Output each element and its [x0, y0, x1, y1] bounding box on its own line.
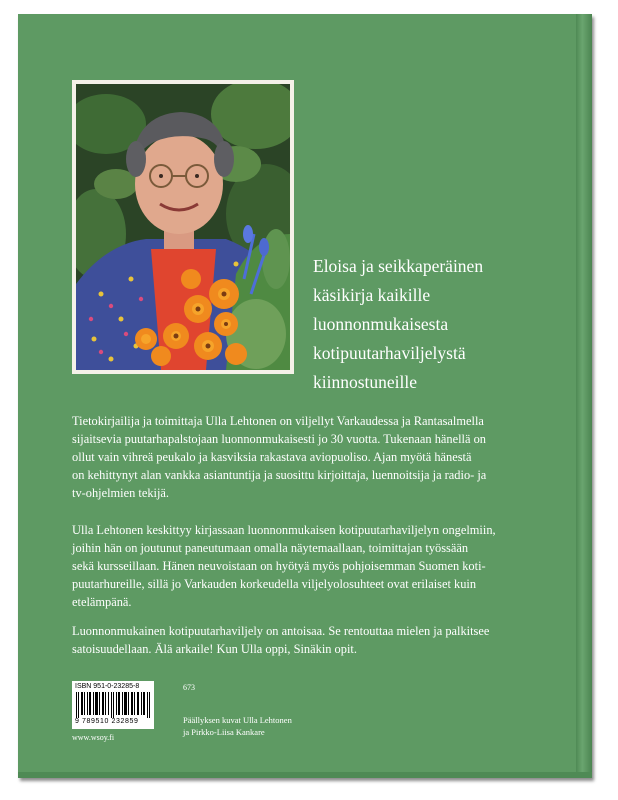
- closing-paragraph: [72, 622, 542, 658]
- credit-line: ja Pirkko-Liisa Kankare: [183, 727, 265, 737]
- paragraph-line: sijaitsevia puutarhapalstojaan luonnonmukaisesti jo 30 vuotta. Tukenaan hänellä on: [72, 432, 486, 446]
- publisher-url: www.wsoy.fi: [72, 733, 115, 742]
- paragraph-line: ollut vain vihreä peukalo ja kasviksia rakastava aviopuoliso. Ajan myötä hänestä: [72, 450, 472, 464]
- tagline-line: käsikirja kaikille: [313, 285, 431, 305]
- paragraph-line: Ulla Lehtonen keskittyy kirjassaan luonnonmukaisen kotipuutarhaviljelyn ongelmiin,: [72, 523, 496, 537]
- paragraph-line: sekä kursseillaan. Hänen neuvoistaan on hyötyä myös pohjoisemman Suomen koti-: [72, 559, 486, 573]
- paragraph-line: satoisuudellaan. Älä arkaile! Kun Ulla oppi, Sinäkin opit.: [72, 642, 357, 656]
- cover-bottom-edge: [18, 772, 592, 778]
- paragraph-line: Luonnonmukainen kotipuutarhaviljely on antoisaa. Se rentouttaa mielen ja palkitsee: [72, 624, 490, 638]
- barcode-bars: [75, 692, 151, 718]
- tagline: [313, 252, 563, 397]
- catalog-number: 673: [183, 683, 195, 692]
- paragraph-line: on kehittynyt alan vankka asiantuntija ja suosittu kirjoittaja, luennoitsija ja radio- ja: [72, 468, 487, 482]
- paragraph-line: puutarhureille, sillä jo Varkauden korkeudella viljelyolosuhteet ovat erilaiset kuin: [72, 577, 477, 591]
- paragraph-line: tv-ohjelmien tekijä.: [72, 486, 170, 500]
- isbn-barcode: [72, 681, 154, 729]
- author-photo: [76, 84, 290, 370]
- isbn-number: ISBN 951-0-23285-8: [75, 683, 140, 690]
- paragraph-line: joihin hän on joutunut paneutumaan omalla näytemaallaan, toimittajan työssään: [72, 541, 469, 555]
- tagline-line: luonnonmukaisesta: [313, 314, 449, 334]
- photo-credits: [183, 714, 292, 738]
- author-bio-paragraph: [72, 412, 542, 502]
- tagline-line: kotipuutarhaviljelystä: [313, 343, 466, 363]
- paragraph-line: etelämpänä.: [72, 595, 132, 609]
- tagline-line: Eloisa ja seikkaperäinen: [313, 256, 484, 276]
- author-photo-illustration: [76, 84, 290, 370]
- author-photo-frame: [72, 80, 294, 374]
- ean-number: 9 789510 232859: [75, 718, 139, 725]
- paragraph-line: Tietokirjailija ja toimittaja Ulla Lehtonen on viljellyt Varkaudessa ja Rantasalmella: [72, 414, 484, 428]
- tagline-line: kiinnostuneille: [313, 372, 418, 392]
- credit-line: Päällyksen kuvat Ulla Lehtonen: [183, 715, 292, 725]
- book-description-paragraph: [72, 521, 542, 611]
- book-spine: [576, 14, 592, 778]
